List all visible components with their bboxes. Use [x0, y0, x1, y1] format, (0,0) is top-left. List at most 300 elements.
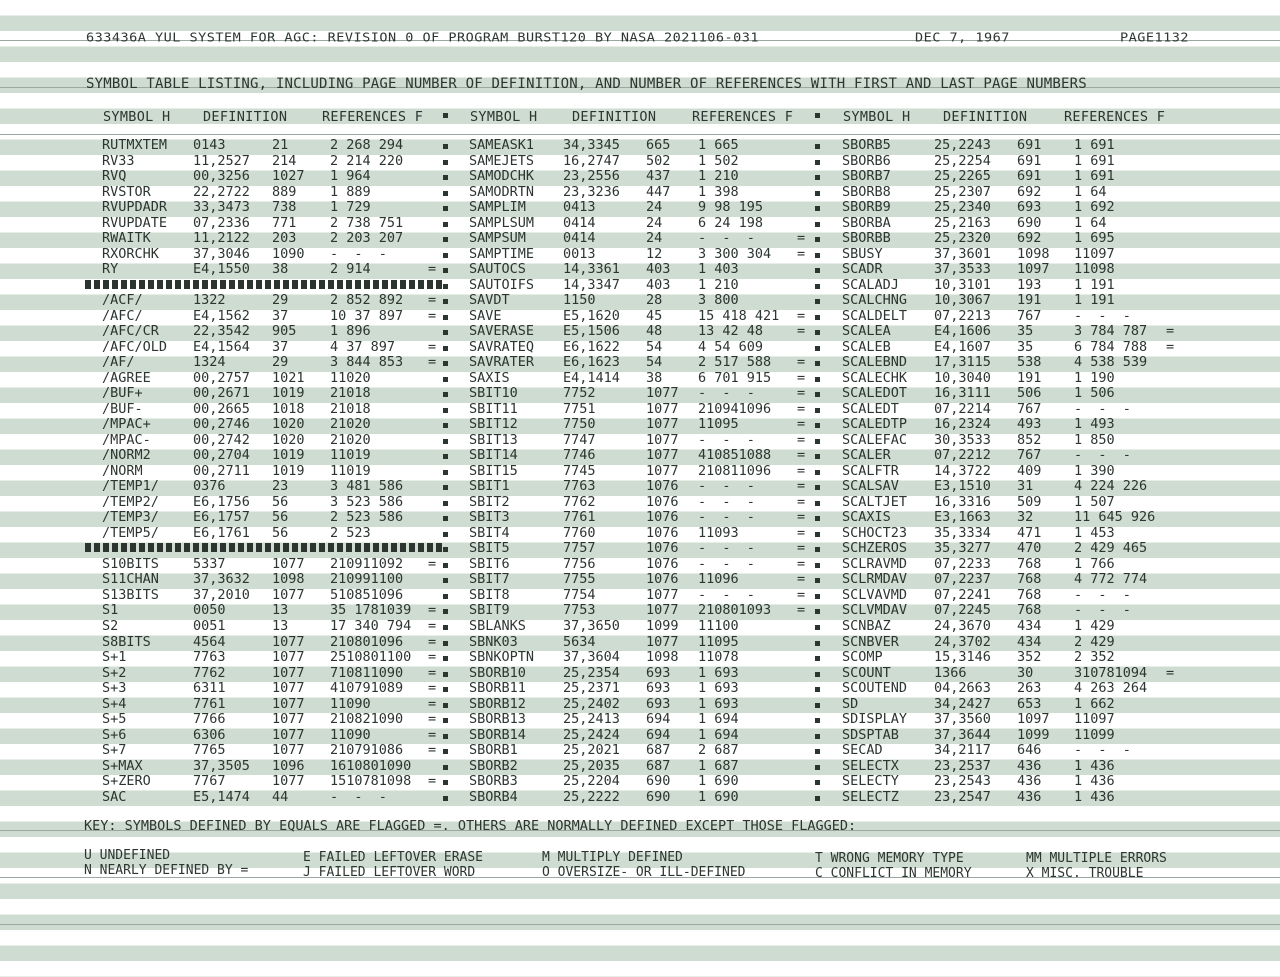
column-divider-mark [443, 796, 448, 801]
page-cell: 653 [1017, 695, 1042, 712]
definition-cell: 7756 [563, 555, 596, 572]
symbol-cell: SCALEDTP [842, 416, 908, 433]
symbol-cell: S+7 [102, 742, 127, 759]
page-cell: 1076 [646, 571, 679, 588]
references-cell: 1 493 [1074, 416, 1115, 433]
page-cell: 1019 [272, 385, 305, 402]
references-cell: 2 852 892 [330, 292, 404, 309]
symbol-cell: SCHZEROS [842, 540, 908, 557]
flag-cell: = [797, 323, 806, 340]
col-header-definition: DEFINITION [203, 109, 288, 125]
table-row [0, 247, 1280, 263]
definition-cell: 5634 [563, 633, 596, 650]
symbol-cell: RY [102, 261, 119, 278]
page-cell: 1077 [272, 664, 305, 681]
definition-cell: 0413 [563, 199, 596, 216]
column-divider-mark [443, 253, 448, 258]
definition-cell: 11,2527 [193, 152, 250, 169]
references-cell: 3 784 787 [1074, 323, 1148, 340]
symbol-cell: SAMEJETS [469, 152, 535, 169]
references-cell: - - - [1074, 447, 1131, 464]
table-row [0, 169, 1280, 185]
page-cell: 28 [646, 292, 663, 309]
references-cell: - - - [698, 493, 755, 510]
table-row [0, 464, 1280, 480]
flag-cell: = [797, 245, 806, 262]
page-cell: 1077 [646, 385, 679, 402]
definition-cell: 7754 [563, 586, 596, 603]
flag-cell: = [797, 571, 806, 588]
page-cell: 1077 [272, 649, 305, 666]
symbol-cell: SBORB3 [469, 773, 518, 790]
references-cell: 1 693 [698, 680, 739, 697]
symbol-cell: SBORB8 [842, 183, 891, 200]
flag-cell: = [428, 307, 437, 324]
references-cell: 11093 [698, 524, 739, 541]
page-cell: 1077 [272, 726, 305, 743]
flag-cell: = [1166, 664, 1175, 681]
page-cell: 29 [272, 292, 289, 309]
column-divider-mark [815, 299, 820, 304]
symbol-cell: SAMEASK1 [469, 137, 535, 153]
references-cell: 1 453 [1074, 524, 1115, 541]
page-cell: 690 [1017, 214, 1042, 231]
page-cell: 1077 [272, 773, 305, 790]
definition-cell: 7750 [563, 416, 596, 433]
table-row [0, 278, 1280, 294]
references-cell: 1 693 [698, 695, 739, 712]
table-row [0, 697, 1280, 713]
column-divider-mark [443, 361, 448, 366]
symbol-cell: SBLANKS [469, 617, 526, 634]
definition-cell: E5,1506 [563, 323, 620, 340]
page-cell: 767 [1017, 447, 1042, 464]
page-cell: 1077 [272, 742, 305, 759]
definition-cell: E5,1620 [563, 307, 620, 324]
references-cell: 2 687 [698, 742, 739, 759]
col-header-references: REFERENCES F [1064, 109, 1166, 125]
column-divider-mark [815, 454, 820, 459]
symbol-cell: S+4 [102, 695, 127, 712]
symbol-cell: SBORB6 [842, 152, 891, 169]
references-cell: 6 24 198 [698, 214, 764, 231]
page-cell: 29 [272, 354, 289, 371]
column-divider-mark [815, 253, 820, 258]
symbol-cell: SCALEBND [842, 354, 908, 371]
symbol-cell: SAVDT [469, 292, 510, 309]
column-divider-mark [815, 160, 820, 165]
column-divider-mark [443, 765, 448, 770]
references-cell: 11095 [698, 416, 739, 433]
definition-cell: 07,2237 [934, 571, 991, 588]
references-cell: 2 352 [1074, 649, 1115, 666]
flag-cell: = [797, 602, 806, 619]
page-cell: 687 [646, 742, 671, 759]
references-cell: 4 37 897 [330, 338, 396, 355]
table-row [0, 790, 1280, 806]
definition-cell: 1322 [193, 292, 226, 309]
definition-cell: 07,2214 [934, 400, 991, 417]
references-cell: 1510781098 [330, 773, 412, 790]
symbol-cell: SBUSY [842, 245, 883, 262]
definition-cell: 23,2543 [934, 773, 991, 790]
symbol-cell: SBIT11 [469, 400, 518, 417]
symbol-cell: SBORB13 [469, 711, 526, 728]
references-cell: 3 844 853 [330, 354, 404, 371]
definition-cell: 25,2035 [563, 757, 620, 774]
symbol-cell: S+MAX [102, 757, 143, 774]
references-cell: - - - [330, 245, 387, 262]
page-cell: 38 [272, 261, 289, 278]
symbol-cell: S+1 [102, 649, 127, 666]
column-divider-mark [443, 284, 448, 289]
column-divider-mark [443, 609, 448, 614]
column-divider-mark [443, 454, 448, 459]
table-row [0, 635, 1280, 651]
symbol-cell: S+ZERO [102, 773, 151, 790]
page-cell: 436 [1017, 773, 1042, 790]
references-cell: 1 665 [698, 137, 739, 153]
page-cell: 24 [646, 214, 663, 231]
references-cell: 1 692 [1074, 199, 1115, 216]
column-divider-mark [815, 237, 820, 242]
symbol-cell: SCALER [842, 447, 891, 464]
definition-cell: 16,2747 [563, 152, 620, 169]
flag-cell: = [428, 338, 437, 355]
symbol-cell: /BUF- [102, 400, 143, 417]
definition-cell: 7762 [563, 493, 596, 510]
symbol-cell: /NORM2 [102, 447, 151, 464]
column-divider-mark [443, 206, 448, 211]
page-cell: 191 [1017, 292, 1042, 309]
symbol-cell: SECAD [842, 742, 883, 759]
table-row [0, 371, 1280, 387]
definition-cell: 16,3316 [934, 493, 991, 510]
definition-cell: 07,2212 [934, 447, 991, 464]
page-cell: 1098 [272, 571, 305, 588]
column-divider-mark [443, 672, 448, 677]
definition-cell: 37,2010 [193, 586, 250, 603]
page-cell: 768 [1017, 602, 1042, 619]
page-cell: 56 [272, 493, 289, 510]
definition-cell: 6306 [193, 726, 226, 743]
table-row [0, 154, 1280, 170]
references-cell: 1 507 [1074, 493, 1115, 510]
column-divider-mark [443, 408, 448, 413]
references-cell: 11 645 926 [1074, 509, 1156, 526]
definition-cell: 7765 [193, 742, 226, 759]
column-divider-mark [443, 222, 448, 227]
page-cell: 1077 [272, 711, 305, 728]
definition-cell: 7760 [563, 524, 596, 541]
definition-cell: 25,2402 [563, 695, 620, 712]
symbol-cell: SBORB2 [469, 757, 518, 774]
col-header-symbol: SYMBOL H [470, 109, 538, 125]
definition-cell: 37,3046 [193, 245, 250, 262]
definition-cell: E5,1474 [193, 788, 250, 805]
symbol-cell: /AFC/OLD [102, 338, 168, 355]
definition-cell: 22,2722 [193, 183, 250, 200]
flag-cell: = [428, 773, 437, 790]
definition-cell: 07,2245 [934, 602, 991, 619]
column-divider-mark [443, 516, 448, 521]
flag-cell: = [428, 602, 437, 619]
definition-cell: 37,3560 [934, 711, 991, 728]
page-cell: 1099 [1017, 726, 1050, 743]
table-row [0, 355, 1280, 371]
page-cell: 1027 [272, 168, 305, 185]
legend-item: E FAILED LEFTOVER ERASE [303, 850, 484, 865]
column-divider-mark [815, 656, 820, 661]
page-cell: 1020 [272, 416, 305, 433]
definition-cell: 37,3533 [934, 261, 991, 278]
column-divider-mark [443, 299, 448, 304]
symbol-cell: SCALEFAC [842, 431, 908, 448]
references-cell: 4 772 774 [1074, 571, 1148, 588]
symbol-cell: SCALEDT [842, 400, 899, 417]
definition-cell: 07,2213 [934, 307, 991, 324]
references-cell: 21018 [330, 385, 371, 402]
column-divider-mark [815, 439, 820, 444]
page-cell: 771 [272, 214, 297, 231]
page-cell: 56 [272, 524, 289, 541]
page-cell: 1077 [646, 416, 679, 433]
symbol-cell: SBIT5 [469, 540, 510, 557]
references-cell: - - - [1074, 742, 1131, 759]
definition-cell: 37,3650 [563, 617, 620, 634]
references-cell: 6 784 788 [1074, 338, 1148, 355]
symbol-cell: SD [842, 695, 859, 712]
table-row [0, 138, 1280, 154]
symbol-cell: SCALFTR [842, 462, 899, 479]
col-header-definition: DEFINITION [943, 109, 1028, 125]
definition-cell: 0051 [193, 617, 226, 634]
references-cell: 210991100 [330, 571, 404, 588]
definition-cell: 00,3256 [193, 168, 250, 185]
symbol-cell: SAVRATEQ [469, 338, 535, 355]
table-row [0, 433, 1280, 449]
references-cell: 1 64 [1074, 183, 1107, 200]
column-divider-mark [815, 765, 820, 770]
symbol-cell: S13BITS [102, 586, 159, 603]
page-cell: 24 [646, 230, 663, 247]
page-cell: 1019 [272, 462, 305, 479]
definition-cell: 7751 [563, 400, 596, 417]
symbol-cell: SCLRMDAV [842, 571, 908, 588]
page-cell: 434 [1017, 617, 1042, 634]
definition-cell: 34,2427 [934, 695, 991, 712]
symbol-cell: S2 [102, 617, 119, 634]
symbol-cell: S+3 [102, 680, 127, 697]
page-cell: 1099 [646, 617, 679, 634]
flag-cell: = [428, 695, 437, 712]
column-divider-mark [443, 485, 448, 490]
symbol-cell: S10BITS [102, 555, 159, 572]
references-cell: 1 850 [1074, 431, 1115, 448]
definition-cell: 23,2556 [563, 168, 620, 185]
flag-cell: = [797, 354, 806, 371]
references-cell: 1 694 [698, 711, 739, 728]
page-cell: 502 [646, 152, 671, 169]
symbol-cell: SBIT1 [469, 478, 510, 495]
definition-cell: 1324 [193, 354, 226, 371]
page-cell: 646 [1017, 742, 1042, 759]
definition-cell: 00,2757 [193, 369, 250, 386]
symbol-cell: SBORB14 [469, 726, 526, 743]
references-cell: 1 687 [698, 757, 739, 774]
page-cell: 1021 [272, 369, 305, 386]
references-cell: 11020 [330, 369, 371, 386]
symbol-cell: SBORB12 [469, 695, 526, 712]
page-cell: 693 [646, 680, 671, 697]
column-divider-mark [815, 113, 820, 118]
page-cell: 352 [1017, 649, 1042, 666]
symbol-cell: SCNBVER [842, 633, 899, 650]
page-cell: 1077 [272, 695, 305, 712]
page-cell: 692 [1017, 230, 1042, 247]
page-cell: 687 [646, 757, 671, 774]
references-cell: 1 506 [1074, 385, 1115, 402]
symbol-cell: SAMPTIME [469, 245, 535, 262]
symbol-cell: SCALEA [842, 323, 891, 340]
flag-cell: = [428, 649, 437, 666]
column-divider-mark [815, 749, 820, 754]
symbol-cell: SCOUTEND [842, 680, 908, 697]
definition-cell: 37,3644 [934, 726, 991, 743]
references-cell: 15 418 421 [698, 307, 780, 324]
column-divider-mark [815, 687, 820, 692]
page-cell: 434 [1017, 633, 1042, 650]
separator-bar [85, 543, 445, 552]
symbol-cell: SELECTX [842, 757, 899, 774]
references-cell: - - - [698, 555, 755, 572]
table-row [0, 293, 1280, 309]
column-divider-mark [815, 315, 820, 320]
definition-cell: 5337 [193, 555, 226, 572]
references-cell: 1 662 [1074, 695, 1115, 712]
symbol-cell: SBIT10 [469, 385, 518, 402]
col-header-references: REFERENCES F [322, 109, 424, 125]
definition-cell: E6,1622 [563, 338, 620, 355]
symbol-cell: SCALECHK [842, 369, 908, 386]
page-cell: 506 [1017, 385, 1042, 402]
symbol-cell: SBORB11 [469, 680, 526, 697]
column-divider-mark [443, 160, 448, 165]
references-cell: 510851096 [330, 586, 404, 603]
column-divider-mark [443, 144, 448, 149]
column-divider-mark [443, 501, 448, 506]
page-cell: 56 [272, 509, 289, 526]
symbol-cell: /TEMP2/ [102, 493, 159, 510]
references-cell: 210941096 [698, 400, 772, 417]
definition-cell: E4,1606 [934, 323, 991, 340]
page-number: PAGE1132 [1120, 30, 1190, 46]
symbol-cell: /AFC/CR [102, 323, 159, 340]
definition-cell: 7752 [563, 385, 596, 402]
column-divider-mark [443, 470, 448, 475]
definition-cell: 0414 [563, 230, 596, 247]
column-divider-mark [815, 408, 820, 413]
key-line: KEY: SYMBOLS DEFINED BY EQUALS ARE FLAGGED =. OTHERS ARE NORMALLY DEFINED EXCEPT THOSE FLAGGED: [84, 818, 857, 834]
references-cell: 21020 [330, 416, 371, 433]
references-cell: 2 517 588 [698, 354, 772, 371]
column-divider-mark [815, 222, 820, 227]
column-divider-mark [815, 284, 820, 289]
symbol-cell: SDSPTAB [842, 726, 899, 743]
symbol-cell: SCLVAVMD [842, 586, 908, 603]
references-cell: 11095 [698, 633, 739, 650]
page-cell: 263 [1017, 680, 1042, 697]
page-cell: 691 [1017, 137, 1042, 153]
definition-cell: 25,2021 [563, 742, 620, 759]
references-cell: 310781094 [1074, 664, 1148, 681]
definition-cell: 7746 [563, 447, 596, 464]
page-cell: 409 [1017, 462, 1042, 479]
table-row [0, 510, 1280, 526]
definition-cell: E4,1562 [193, 307, 250, 324]
symbol-cell: SCAXIS [842, 509, 891, 526]
page-cell: 1076 [646, 509, 679, 526]
column-divider-mark [815, 392, 820, 397]
references-cell: 13 42 48 [698, 323, 764, 340]
symbol-cell: SBORBA [842, 214, 891, 231]
column-divider-mark [443, 392, 448, 397]
references-cell: 6 701 915 [698, 369, 772, 386]
symbol-cell: SCNBAZ [842, 617, 891, 634]
definition-cell: 25,2163 [934, 214, 991, 231]
definition-cell: E3,1510 [934, 478, 991, 495]
references-cell: 11096 [698, 571, 739, 588]
references-cell: 1 691 [1074, 137, 1115, 153]
references-cell: - - - [330, 788, 387, 805]
references-cell: 1 691 [1074, 168, 1115, 185]
definition-cell: 25,2254 [934, 152, 991, 169]
references-cell: 4 263 264 [1074, 680, 1148, 697]
page-cell: 30 [1017, 664, 1034, 681]
symbol-cell: S11CHAN [102, 571, 159, 588]
references-cell: 4 224 226 [1074, 478, 1148, 495]
table-row [0, 402, 1280, 418]
column-divider-mark [815, 641, 820, 646]
table-row [0, 479, 1280, 495]
column-divider-mark [815, 578, 820, 583]
page-cell: 768 [1017, 571, 1042, 588]
symbol-cell: S8BITS [102, 633, 151, 650]
symbol-cell: /AGREE [102, 369, 151, 386]
page-cell: 1097 [1017, 711, 1050, 728]
table-row [0, 681, 1280, 697]
symbol-cell: /AFC/ [102, 307, 143, 324]
legend-item: X MISC. TROUBLE [1026, 866, 1144, 881]
definition-cell: 23,3236 [563, 183, 620, 200]
page-cell: 693 [646, 664, 671, 681]
definition-cell: 00,2746 [193, 416, 250, 433]
column-divider-mark [443, 439, 448, 444]
column-divider-mark [815, 377, 820, 382]
symbol-cell: /TEMP3/ [102, 509, 159, 526]
column-divider-mark [443, 191, 448, 196]
page-cell: 493 [1017, 416, 1042, 433]
page-cell: 1076 [646, 524, 679, 541]
definition-cell: 37,3601 [934, 245, 991, 262]
table-row [0, 541, 1280, 557]
definition-cell: E4,1564 [193, 338, 250, 355]
page-cell: 692 [1017, 183, 1042, 200]
flag-cell: = [428, 742, 437, 759]
separator-bar [85, 280, 445, 289]
definition-cell: 7761 [563, 509, 596, 526]
flag-cell: = [797, 524, 806, 541]
